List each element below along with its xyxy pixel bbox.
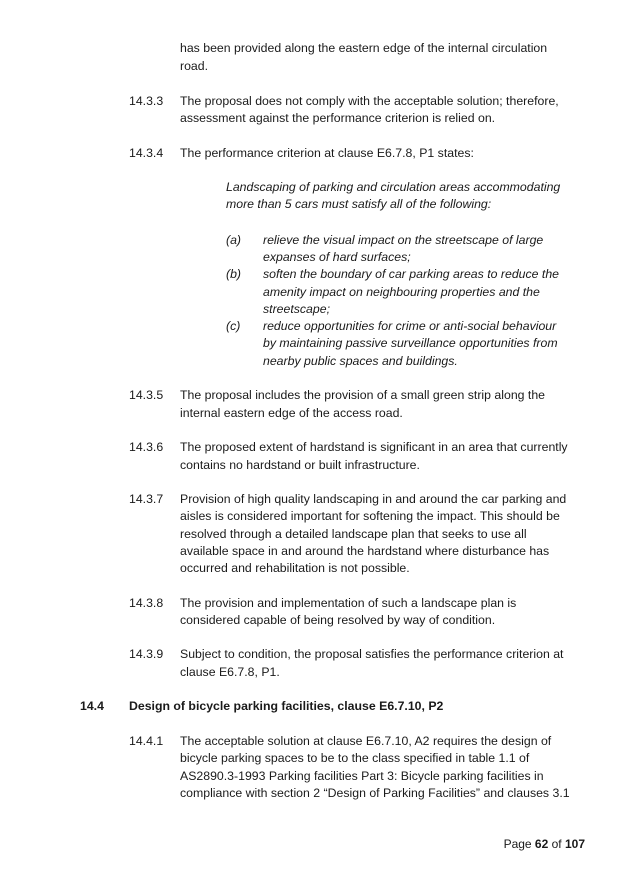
section-heading: Design of bicycle parking facilities, clause E6.7.10, P2 bbox=[129, 699, 444, 713]
paragraph-line: aisles is considered important for softening the impact. This should be bbox=[180, 509, 560, 523]
quote-item-label: (b) bbox=[226, 267, 242, 281]
paragraph-line: available space in and around the hardstand where disturbance has bbox=[180, 544, 550, 558]
paragraph-line: considered capable of being resolved by way of condition. bbox=[180, 613, 496, 627]
paragraph-number: 14.4.1 bbox=[129, 734, 164, 748]
paragraph-line: internal eastern edge of the access road. bbox=[180, 406, 403, 420]
quote-item-line: by maintaining passive surveillance opportunities from bbox=[263, 336, 558, 350]
paragraph-line: The provision and implementation of such a landscape plan is bbox=[180, 596, 517, 610]
quote-item-line: expanses of hard surfaces; bbox=[263, 250, 411, 264]
paragraph-line: assessment against the performance criterion is relied on. bbox=[180, 111, 496, 125]
paragraph-number: 14.3.7 bbox=[129, 492, 164, 506]
paragraph-line: The performance criterion at clause E6.7.8, P1 states: bbox=[180, 146, 474, 160]
current-page: 62 bbox=[534, 837, 549, 851]
paragraph-line: contains no hardstand or built infrastructure. bbox=[180, 458, 420, 472]
paragraph-line: clause E6.7.8, P1. bbox=[180, 665, 280, 679]
paragraph-number: 14.3.5 bbox=[129, 388, 164, 402]
paragraph-line: AS2890.3-1993 Parking facilities Part 3: Bicycle parking facilities in bbox=[180, 769, 544, 783]
intro-line-1: has been provided along the eastern edge of the internal circulation bbox=[180, 41, 548, 55]
paragraph-line: occurred and rehabilitation is not possible. bbox=[180, 561, 410, 575]
paragraph-number: 14.3.4 bbox=[129, 146, 164, 160]
quote-item-label: (a) bbox=[226, 233, 242, 247]
paragraph-line: The proposal includes the provision of a small green strip along the bbox=[180, 388, 546, 402]
paragraph-number: 14.3.3 bbox=[129, 94, 164, 108]
quote-item-line: relieve the visual impact on the streetscape of large bbox=[263, 233, 544, 247]
page-number-footer bbox=[504, 836, 585, 854]
quote-line: Landscaping of parking and circulation areas accommodating bbox=[226, 180, 561, 194]
paragraph-line: Subject to condition, the proposal satisfies the performance criterion at bbox=[180, 647, 564, 661]
paragraph-number: 14.3.6 bbox=[129, 440, 164, 454]
quote-item-line: reduce opportunities for crime or anti-social behaviour bbox=[263, 319, 557, 333]
section-number: 14.4 bbox=[80, 699, 104, 713]
paragraph-line: The proposal does not comply with the acceptable solution; therefore, bbox=[180, 94, 559, 108]
paragraph-line: The acceptable solution at clause E6.7.10, A2 requires the design of bbox=[180, 734, 552, 748]
paragraph-number: 14.3.9 bbox=[129, 647, 164, 661]
paragraph-line: resolved through a detailed landscape plan that seeks to use all bbox=[180, 527, 527, 541]
footer-prefix: Page bbox=[503, 837, 535, 851]
quote-line: more than 5 cars must satisfy all of the following: bbox=[226, 197, 492, 211]
quote-item-line: amenity impact on neighbouring properties and the bbox=[263, 285, 540, 299]
quote-item-line: streetscape; bbox=[263, 302, 330, 316]
quote-item-line: nearby public spaces and buildings. bbox=[263, 354, 458, 368]
paragraph-line: Provision of high quality landscaping in and around the car parking and bbox=[180, 492, 567, 506]
footer-of: of bbox=[548, 837, 565, 851]
paragraph-line: The proposed extent of hardstand is significant in an area that currently bbox=[180, 440, 568, 454]
intro-line-2: road. bbox=[180, 59, 209, 73]
quote-item-line: soften the boundary of car parking areas to reduce the bbox=[263, 267, 559, 281]
quote-item-label: (c) bbox=[226, 319, 241, 333]
paragraph-line: bicycle parking spaces to be to the class specified in table 1.1 of bbox=[180, 751, 530, 765]
total-pages: 107 bbox=[564, 837, 585, 851]
paragraph-line: compliance with section 2 “Design of Parking Facilities” and clauses 3.1 bbox=[180, 786, 570, 800]
paragraph-number: 14.3.8 bbox=[129, 596, 164, 610]
